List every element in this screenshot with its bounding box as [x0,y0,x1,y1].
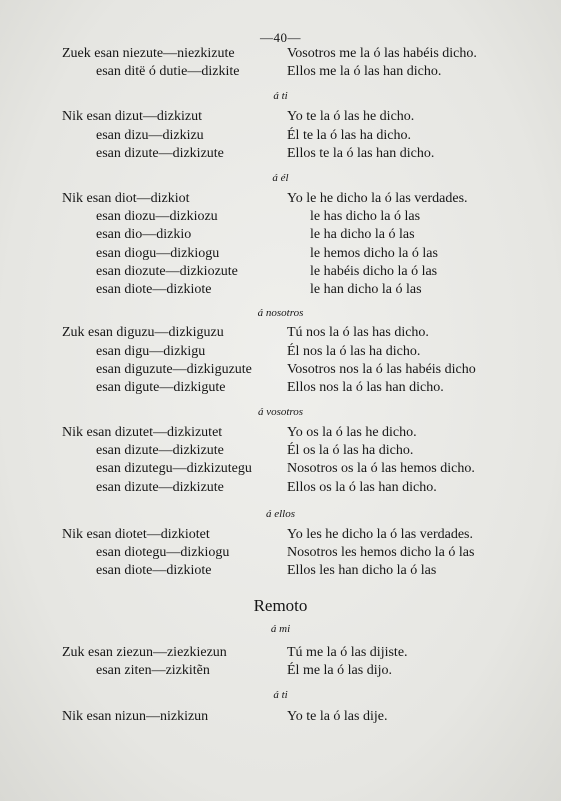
basque-line: Zuek esan niezute—niezkizute [62,46,235,61]
basque-line: esan dizutegu—dizkizutegu [96,461,252,476]
page-number: —40— [260,30,301,45]
spanish-line: Ellos os la ó las han dicho. [287,480,437,495]
basque-line: Nik esan dizutet—dizkizutet [62,425,223,440]
spanish-line: Él me la ó las dijo. [287,663,392,678]
basque-line: esan diozu—dizkiozu [96,209,218,224]
basque-line: esan diote—dizkiote [96,282,212,297]
spanish-line: Tú me la ó las dijiste. [287,645,408,660]
spanish-line: Yo te la ó las he dicho. [287,109,415,124]
basque-line: esan dizute—dizkizute [96,443,224,458]
spanish-line: Yo le he dicho la ó las verdades. [287,191,468,206]
basque-line: esan ziten—zizkitẽn [96,663,210,678]
spanish-line: Ellos les han dicho la ó las [287,563,437,578]
basque-line: esan diogu—dizkiogu [96,246,220,261]
basque-line: Zuk esan diguzu—dizkiguzu [62,325,224,340]
spanish-line: le ha dicho la ó las [310,227,415,242]
basque-line: esan dizu—dizkizu [96,128,204,143]
spanish-line: Él te la ó las ha dicho. [287,128,412,143]
section-heading: á nosotros [257,307,304,319]
basque-line: esan ditë ó dutie—dizkite [96,64,240,79]
basque-line: Zuk esan ziezun—ziezkiezun [62,645,227,660]
section-heading: á ellos [265,508,296,520]
spanish-line: Vosotros me la ó las habéis dicho. [287,46,477,61]
basque-line: Nik esan dizut—dizkizut [62,109,202,124]
spanish-line: le hemos dicho la ó las [310,246,438,261]
basque-line: esan diote—dizkiote [96,563,212,578]
spanish-line: Tú nos la ó las has dicho. [287,325,429,340]
basque-line: esan dio—dizkio [96,227,192,242]
spanish-line: Yo te la ó las dije. [287,709,388,724]
section-title: Remoto [253,596,308,615]
section-heading: á él [272,172,289,184]
basque-line: Nik esan diotet—dizkiotet [62,527,210,542]
basque-line: esan digute—dizkigute [96,380,226,395]
basque-line: esan diotegu—dizkiogu [96,545,230,560]
basque-line: esan diguzute—dizkiguzute [96,362,252,377]
section-heading: á ti [273,90,288,102]
spanish-line: Ellos nos la ó las han dicho. [287,380,444,395]
spanish-line: le habéis dicho la ó las [310,264,438,279]
spanish-line: Yo les he dicho la ó las verdades. [287,527,473,542]
spanish-line: Vosotros nos la ó las habéis dicho [287,362,476,377]
spanish-line: Ellos te la ó las han dicho. [287,146,435,161]
spanish-line: Nosotros les hemos dicho la ó las [287,545,475,560]
spanish-line: le has dicho la ó las [310,209,421,224]
basque-line: esan diozute—dizkiozute [96,264,238,279]
basque-line: esan dizute—dizkizute [96,146,224,161]
spanish-line: Él nos la ó las ha dicho. [287,344,421,359]
spanish-line: Nosotros os la ó las hemos dicho. [287,461,475,476]
basque-line: esan dizute—dizkizute [96,480,224,495]
spanish-line: Yo os la ó las he dicho. [287,425,417,440]
basque-line: esan digu—dizkigu [96,344,206,359]
section-heading: á ti [273,689,288,701]
section-heading: á mi [270,623,291,635]
basque-line: Nik esan nizun—nizkizun [62,709,209,724]
spanish-line: Él os la ó las ha dicho. [287,443,414,458]
section-heading: á vosotros [257,406,304,418]
spanish-line: Ellos me la ó las han dicho. [287,64,442,79]
basque-line: Nik esan diot—dizkiot [62,191,190,206]
spanish-line: le han dicho la ó las [310,282,422,297]
